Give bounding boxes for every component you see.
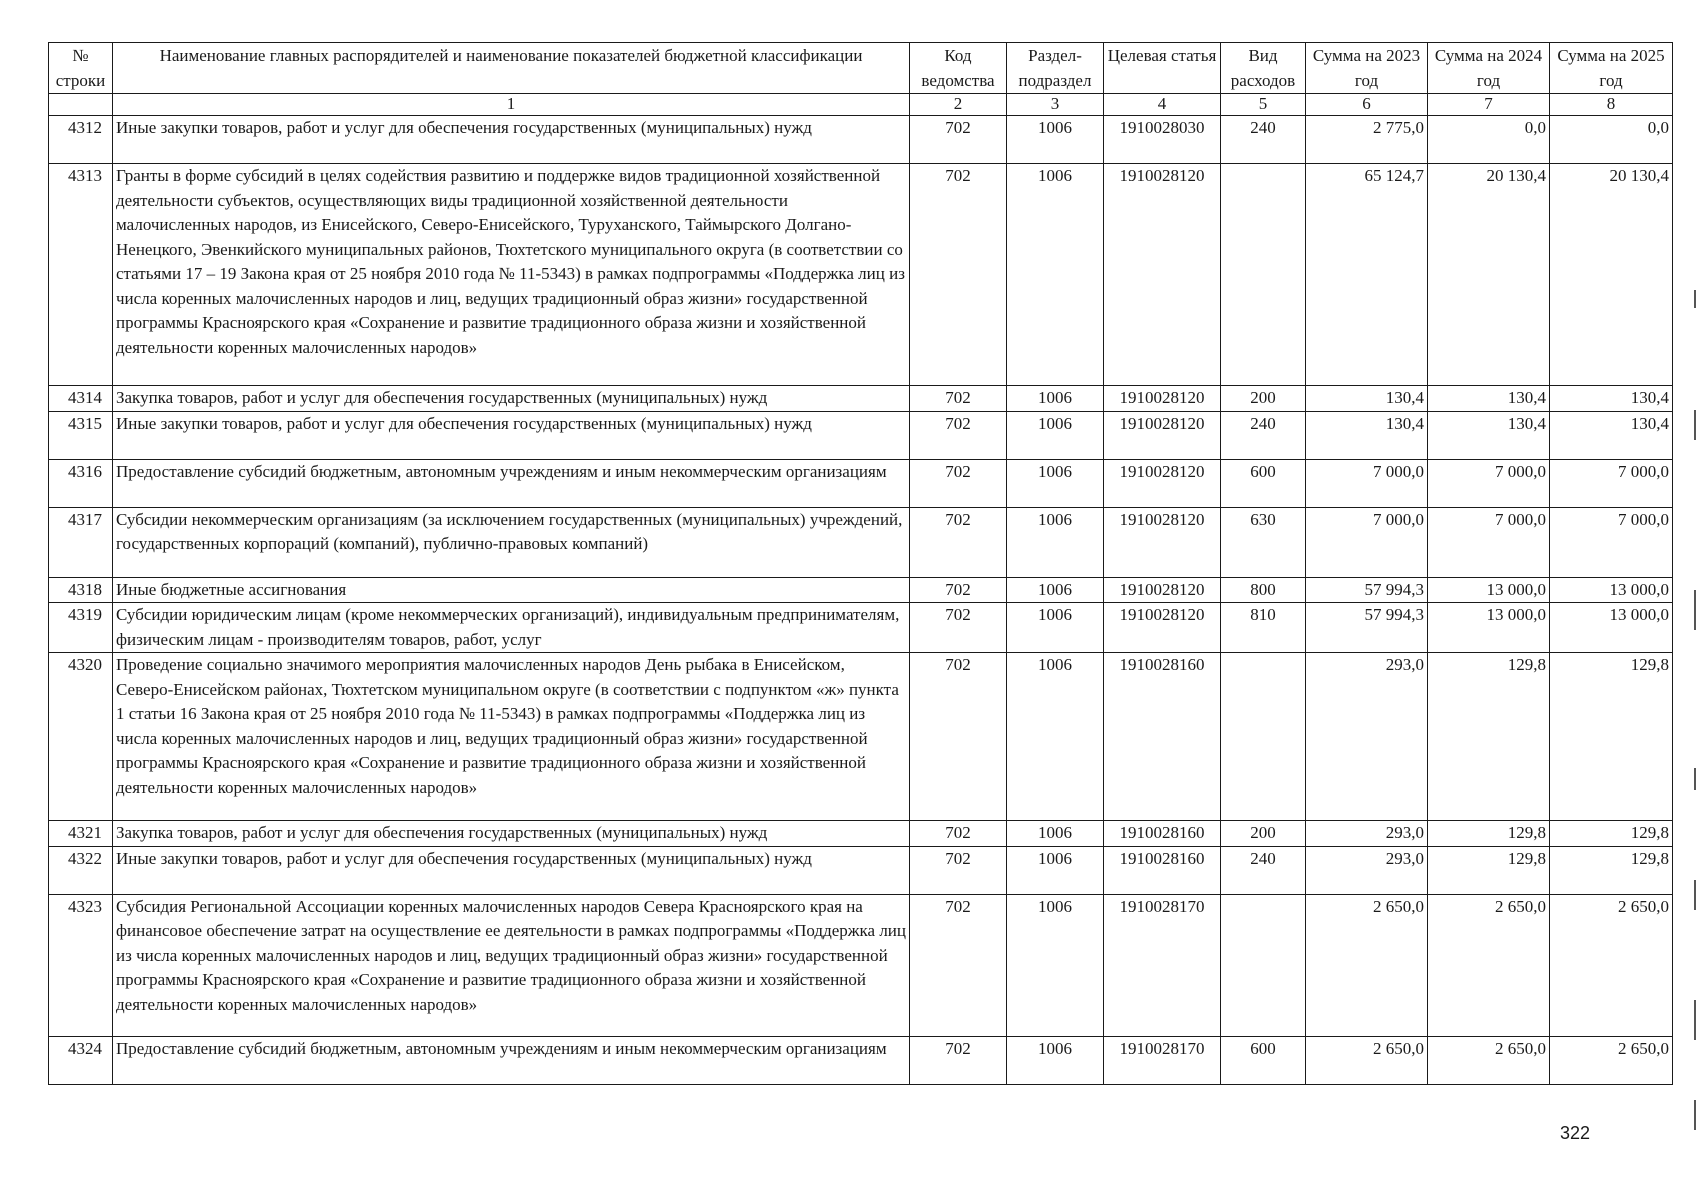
row-number: 4321 bbox=[49, 821, 113, 847]
section-code: 1006 bbox=[1007, 577, 1104, 603]
scan-edge-mark bbox=[1694, 1000, 1696, 1040]
table-row bbox=[49, 116, 1673, 164]
expense-type: 240 bbox=[1221, 116, 1306, 164]
expense-type: 240 bbox=[1221, 846, 1306, 894]
header-row-no: № строки bbox=[49, 43, 113, 94]
scan-edge-mark bbox=[1694, 290, 1696, 308]
sum-2023: 293,0 bbox=[1306, 821, 1428, 847]
table-row bbox=[49, 603, 1673, 653]
sum-2023: 293,0 bbox=[1306, 653, 1428, 821]
column-number: 1 bbox=[113, 94, 910, 116]
budget-table bbox=[48, 42, 1673, 1085]
expense-type bbox=[1221, 894, 1306, 1036]
target-code: 1910028120 bbox=[1104, 507, 1221, 577]
expense-type: 810 bbox=[1221, 603, 1306, 653]
table-row bbox=[49, 577, 1673, 603]
ministry-code: 702 bbox=[910, 1036, 1007, 1084]
section-code: 1006 bbox=[1007, 846, 1104, 894]
item-name: Субсидии юридическим лицам (кроме некоммерческих организаций), индивидуальным предпринимателям, физическим лицам - производителям товаров, работ, услуг bbox=[113, 603, 910, 653]
scan-edge-mark bbox=[1694, 880, 1696, 910]
row-number: 4314 bbox=[49, 386, 113, 412]
header-sum-2025: Сумма на 2025 год bbox=[1550, 43, 1673, 94]
ministry-code: 702 bbox=[910, 846, 1007, 894]
item-name: Иные закупки товаров, работ и услуг для обеспечения государственных (муниципальных) нужд bbox=[113, 411, 910, 459]
row-number: 4315 bbox=[49, 411, 113, 459]
sum-2025: 0,0 bbox=[1550, 116, 1673, 164]
column-number: 8 bbox=[1550, 94, 1673, 116]
expense-type: 200 bbox=[1221, 821, 1306, 847]
ministry-code: 702 bbox=[910, 411, 1007, 459]
item-name: Иные закупки товаров, работ и услуг для обеспечения государственных (муниципальных) нужд bbox=[113, 846, 910, 894]
sum-2024: 129,8 bbox=[1428, 821, 1550, 847]
page-number: 322 bbox=[1560, 1123, 1591, 1143]
row-number: 4318 bbox=[49, 577, 113, 603]
sum-2025: 13 000,0 bbox=[1550, 603, 1673, 653]
sum-2025: 129,8 bbox=[1550, 846, 1673, 894]
sum-2023: 293,0 bbox=[1306, 846, 1428, 894]
section-code: 1006 bbox=[1007, 821, 1104, 847]
expense-type: 800 bbox=[1221, 577, 1306, 603]
item-name: Предоставление субсидий бюджетным, автономным учреждениям и иным некоммерческим организациям bbox=[113, 459, 910, 507]
sum-2023: 2 650,0 bbox=[1306, 894, 1428, 1036]
target-code: 1910028160 bbox=[1104, 821, 1221, 847]
sum-2025: 2 650,0 bbox=[1550, 894, 1673, 1036]
row-number: 4316 bbox=[49, 459, 113, 507]
section-code: 1006 bbox=[1007, 653, 1104, 821]
sum-2025: 129,8 bbox=[1550, 821, 1673, 847]
column-number: 2 bbox=[910, 94, 1007, 116]
target-code: 1910028120 bbox=[1104, 459, 1221, 507]
scan-edge-mark bbox=[1694, 768, 1696, 790]
sum-2024: 0,0 bbox=[1428, 116, 1550, 164]
row-number: 4319 bbox=[49, 603, 113, 653]
sum-2025: 7 000,0 bbox=[1550, 459, 1673, 507]
row-number: 4320 bbox=[49, 653, 113, 821]
item-name: Закупка товаров, работ и услуг для обеспечения государственных (муниципальных) нужд bbox=[113, 821, 910, 847]
sum-2023: 57 994,3 bbox=[1306, 577, 1428, 603]
sum-2025: 130,4 bbox=[1550, 411, 1673, 459]
expense-type bbox=[1221, 653, 1306, 821]
ministry-code: 702 bbox=[910, 507, 1007, 577]
section-code: 1006 bbox=[1007, 894, 1104, 1036]
column-number: 5 bbox=[1221, 94, 1306, 116]
section-code: 1006 bbox=[1007, 411, 1104, 459]
row-number: 4324 bbox=[49, 1036, 113, 1084]
target-code: 1910028160 bbox=[1104, 846, 1221, 894]
ministry-code: 702 bbox=[910, 459, 1007, 507]
sum-2024: 20 130,4 bbox=[1428, 164, 1550, 386]
sum-2024: 13 000,0 bbox=[1428, 577, 1550, 603]
sum-2023: 7 000,0 bbox=[1306, 459, 1428, 507]
header-sum-2024: Сумма на 2024 год bbox=[1428, 43, 1550, 94]
target-code: 1910028120 bbox=[1104, 577, 1221, 603]
table-row bbox=[49, 846, 1673, 894]
sum-2024: 7 000,0 bbox=[1428, 459, 1550, 507]
section-code: 1006 bbox=[1007, 603, 1104, 653]
sum-2023: 57 994,3 bbox=[1306, 603, 1428, 653]
target-code: 1910028120 bbox=[1104, 411, 1221, 459]
section-code: 1006 bbox=[1007, 386, 1104, 412]
target-code: 1910028120 bbox=[1104, 603, 1221, 653]
table-row bbox=[49, 459, 1673, 507]
target-code: 1910028030 bbox=[1104, 116, 1221, 164]
section-code: 1006 bbox=[1007, 116, 1104, 164]
table-row bbox=[49, 164, 1673, 386]
column-number: 4 bbox=[1104, 94, 1221, 116]
sum-2025: 13 000,0 bbox=[1550, 577, 1673, 603]
ministry-code: 702 bbox=[910, 653, 1007, 821]
item-name: Гранты в форме субсидий в целях содействия развитию и поддержке видов традиционной хозяйственной деятельности субъектов, осуществляющих виды традиционной хозяйственной деятельности малочисленных народов, из Енисейского, Северо-Енисейского, Туруханского, Таймырского Долгано-Ненецкого, Эвенкийского муниципальных районов, Тюхтетского муниципального округа (в соответствии со статьями 17 – 19 Закона края от 25 ноября 2010 года № 11-5343) в рамках подпрограммы «Поддержка лиц из числа коренных малочисленных народов и лиц, ведущих традиционный образ жизни» государственной программы Красноярского края «Сохранение и развитие традиционного образа жизни и хозяйственной деятельности коренных малочисленных народов» bbox=[113, 164, 910, 386]
table-row bbox=[49, 507, 1673, 577]
target-code: 1910028160 bbox=[1104, 653, 1221, 821]
column-number bbox=[49, 94, 113, 116]
ministry-code: 702 bbox=[910, 894, 1007, 1036]
table-header-row bbox=[49, 43, 1673, 94]
header-target: Целевая статья bbox=[1104, 43, 1221, 94]
column-number: 6 bbox=[1306, 94, 1428, 116]
target-code: 1910028120 bbox=[1104, 386, 1221, 412]
sum-2025: 20 130,4 bbox=[1550, 164, 1673, 386]
sum-2023: 65 124,7 bbox=[1306, 164, 1428, 386]
ministry-code: 702 bbox=[910, 164, 1007, 386]
scan-edge-mark bbox=[1694, 590, 1696, 630]
sum-2025: 130,4 bbox=[1550, 386, 1673, 412]
sum-2023: 7 000,0 bbox=[1306, 507, 1428, 577]
item-name: Иные бюджетные ассигнования bbox=[113, 577, 910, 603]
column-number: 3 bbox=[1007, 94, 1104, 116]
expense-type: 240 bbox=[1221, 411, 1306, 459]
header-section: Раздел-подраздел bbox=[1007, 43, 1104, 94]
sum-2025: 7 000,0 bbox=[1550, 507, 1673, 577]
table-row bbox=[49, 894, 1673, 1036]
column-numbers-row bbox=[49, 94, 1673, 116]
header-sum-2023: Сумма на 2023 год bbox=[1306, 43, 1428, 94]
table-row bbox=[49, 821, 1673, 847]
sum-2023: 2 650,0 bbox=[1306, 1036, 1428, 1084]
scan-edge-mark bbox=[1694, 410, 1696, 440]
sum-2024: 130,4 bbox=[1428, 411, 1550, 459]
sum-2024: 2 650,0 bbox=[1428, 894, 1550, 1036]
section-code: 1006 bbox=[1007, 459, 1104, 507]
row-number: 4317 bbox=[49, 507, 113, 577]
table-row bbox=[49, 411, 1673, 459]
sum-2023: 130,4 bbox=[1306, 411, 1428, 459]
sum-2024: 7 000,0 bbox=[1428, 507, 1550, 577]
ministry-code: 702 bbox=[910, 577, 1007, 603]
table-row bbox=[49, 386, 1673, 412]
table-row bbox=[49, 653, 1673, 821]
sum-2024: 130,4 bbox=[1428, 386, 1550, 412]
sum-2024: 129,8 bbox=[1428, 653, 1550, 821]
expense-type: 600 bbox=[1221, 1036, 1306, 1084]
header-name: Наименование главных распорядителей и наименование показателей бюджетной классификации bbox=[113, 43, 910, 94]
target-code: 1910028120 bbox=[1104, 164, 1221, 386]
row-number: 4322 bbox=[49, 846, 113, 894]
sum-2023: 130,4 bbox=[1306, 386, 1428, 412]
sum-2025: 129,8 bbox=[1550, 653, 1673, 821]
expense-type: 200 bbox=[1221, 386, 1306, 412]
section-code: 1006 bbox=[1007, 507, 1104, 577]
sum-2024: 2 650,0 bbox=[1428, 1036, 1550, 1084]
row-number: 4313 bbox=[49, 164, 113, 386]
ministry-code: 702 bbox=[910, 603, 1007, 653]
target-code: 1910028170 bbox=[1104, 1036, 1221, 1084]
sum-2023: 2 775,0 bbox=[1306, 116, 1428, 164]
item-name: Субсидия Региональной Ассоциации коренных малочисленных народов Севера Красноярского края на финансовое обеспечение затрат на осуществление ее деятельности в рамках подпрограммы «Поддержка лиц из числа коренных малочисленных народов и лиц, ведущих традиционный образ жизни» государственной программы Красноярского края «Сохранение и развитие традиционного образа жизни и хозяйственной деятельности коренных малочисленных народов» bbox=[113, 894, 910, 1036]
scan-edge-mark bbox=[1694, 1100, 1696, 1130]
column-number: 7 bbox=[1428, 94, 1550, 116]
table-row bbox=[49, 1036, 1673, 1084]
section-code: 1006 bbox=[1007, 164, 1104, 386]
ministry-code: 702 bbox=[910, 821, 1007, 847]
header-ministry-code: Код ведомства bbox=[910, 43, 1007, 94]
ministry-code: 702 bbox=[910, 386, 1007, 412]
item-name: Субсидии некоммерческим организациям (за исключением государственных (муниципальных) учреждений, государственных корпораций (компаний), публично-правовых компаний) bbox=[113, 507, 910, 577]
header-expense-type: Вид расходов bbox=[1221, 43, 1306, 94]
item-name: Иные закупки товаров, работ и услуг для обеспечения государственных (муниципальных) нужд bbox=[113, 116, 910, 164]
expense-type bbox=[1221, 164, 1306, 386]
expense-type: 600 bbox=[1221, 459, 1306, 507]
item-name: Закупка товаров, работ и услуг для обеспечения государственных (муниципальных) нужд bbox=[113, 386, 910, 412]
sum-2024: 129,8 bbox=[1428, 846, 1550, 894]
sum-2024: 13 000,0 bbox=[1428, 603, 1550, 653]
ministry-code: 702 bbox=[910, 116, 1007, 164]
item-name: Проведение социально значимого мероприятия малочисленных народов День рыбака в Енисейском, Северо-Енисейском районах, Тюхтетском муниципальном округе (в соответствии с подпунктом «ж» пункта 1 статьи 16 Закона края от 25 ноября 2010 года № 11-5343) в рамках подпрограммы «Поддержка лиц из числа коренных малочисленных народов и лиц, ведущих традиционный образ жизни» государственной программы Красноярского края «Сохранение и развитие традиционного образа жизни и хозяйственной деятельности коренных малочисленных народов» bbox=[113, 653, 910, 821]
row-number: 4323 bbox=[49, 894, 113, 1036]
sum-2025: 2 650,0 bbox=[1550, 1036, 1673, 1084]
row-number: 4312 bbox=[49, 116, 113, 164]
section-code: 1006 bbox=[1007, 1036, 1104, 1084]
expense-type: 630 bbox=[1221, 507, 1306, 577]
target-code: 1910028170 bbox=[1104, 894, 1221, 1036]
item-name: Предоставление субсидий бюджетным, автономным учреждениям и иным некоммерческим организациям bbox=[113, 1036, 910, 1084]
